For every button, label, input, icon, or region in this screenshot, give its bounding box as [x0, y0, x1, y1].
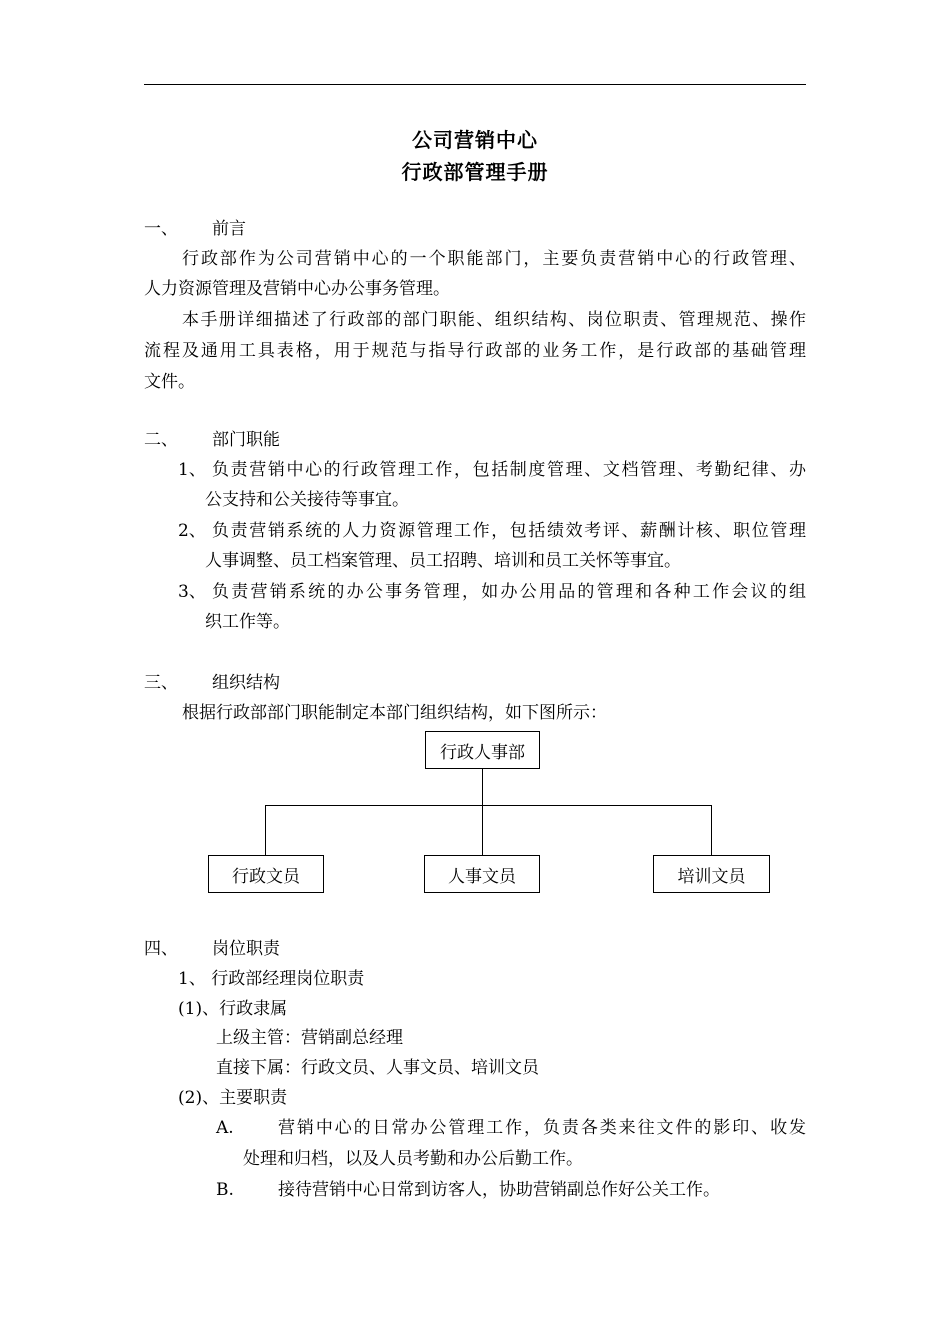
section1-para2-line3: 文件。 — [144, 372, 195, 392]
duty-b-line1: 接待营销中心日常到访客人，协助营销副总作好公关工作。 — [278, 1180, 720, 1200]
duty-a-line2: 处理和归档，以及人员考勤和办公后勤工作。 — [243, 1149, 583, 1169]
duty-b-label: B. — [216, 1180, 234, 1200]
org-child-label-admin: 行政文员 — [232, 866, 300, 887]
duty3-line1: 负责营销系统的办公事务管理，如办公用品的管理和各种工作会议的组 — [212, 582, 806, 602]
org-root-box — [425, 731, 540, 769]
section3-intro: 根据行政部部门职能制定本部门组织结构，如下图所示： — [182, 703, 607, 723]
duty1-number: 1、 — [178, 460, 206, 480]
org-connector-root — [482, 769, 483, 805]
duty3-number: 3、 — [178, 582, 206, 602]
header-rule — [144, 84, 806, 85]
org-root-label: 行政人事部 — [440, 742, 525, 763]
section3-number: 三、 — [144, 673, 178, 693]
section2-number: 二、 — [144, 430, 178, 450]
document-title-line2: 行政部管理手册 — [401, 160, 549, 184]
section1-number: 一、 — [144, 219, 178, 239]
org-connector-middle — [482, 805, 483, 856]
document-title-line1: 公司营销中心 — [412, 128, 538, 152]
section4-title: 岗位职责 — [212, 939, 280, 959]
section2-title: 部门职能 — [212, 430, 280, 450]
org-child-box-training — [653, 855, 770, 893]
duty-a-line1: 营销中心的日常办公管理工作，负责各类来往文件的影印、收发 — [278, 1118, 806, 1138]
duty1-line1: 负责营销中心的行政管理工作，包括制度管理、文档管理、考勤纪律、办 — [212, 460, 806, 480]
duty2-line2: 人事调整、员工档案管理、员工招聘、培训和员工关怀等事宜。 — [205, 551, 681, 571]
section4-sub1-item1: (1)、行政隶属 — [178, 999, 288, 1019]
section4-superior: 上级主管：营销副总经理 — [216, 1028, 403, 1048]
org-child-box-admin — [208, 855, 324, 893]
duty2-number: 2、 — [178, 521, 206, 541]
org-connector-left — [265, 805, 266, 856]
duty3-line2: 织工作等。 — [205, 612, 290, 632]
section1-para1-line2: 人力资源管理及营销中心办公事务管理。 — [144, 279, 450, 299]
section1-para2-line1: 本手册详细描述了行政部的部门职能、组织结构、岗位职责、管理规范、操作 — [182, 310, 806, 330]
section1-title: 前言 — [212, 219, 246, 239]
duty2-line1: 负责营销系统的人力资源管理工作，包括绩效考评、薪酬计核、职位管理 — [212, 521, 806, 541]
org-connector-right — [711, 805, 712, 856]
section3-title: 组织结构 — [212, 673, 280, 693]
org-child-box-hr — [424, 855, 540, 893]
section1-para1-line1: 行政部作为公司营销中心的一个职能部门，主要负责营销中心的行政管理、 — [182, 249, 806, 269]
section4-subordinate: 直接下属：行政文员、人事文员、培训文员 — [216, 1058, 539, 1078]
section4-sub1: 1、 行政部经理岗位职责 — [178, 969, 365, 989]
section4-sub1-item2: (2)、主要职责 — [178, 1088, 288, 1108]
org-connector-horizontal — [265, 805, 711, 806]
org-child-label-hr: 人事文员 — [448, 866, 516, 887]
org-child-label-training: 培训文员 — [677, 866, 746, 887]
duty1-line2: 公支持和公关接待等事宜。 — [205, 490, 409, 510]
duty-a-label: A. — [216, 1118, 234, 1138]
section4-number: 四、 — [144, 939, 178, 959]
section1-para2-line2: 流程及通用工具表格，用于规范与指导行政部的业务工作，是行政部的基础管理 — [144, 341, 806, 361]
